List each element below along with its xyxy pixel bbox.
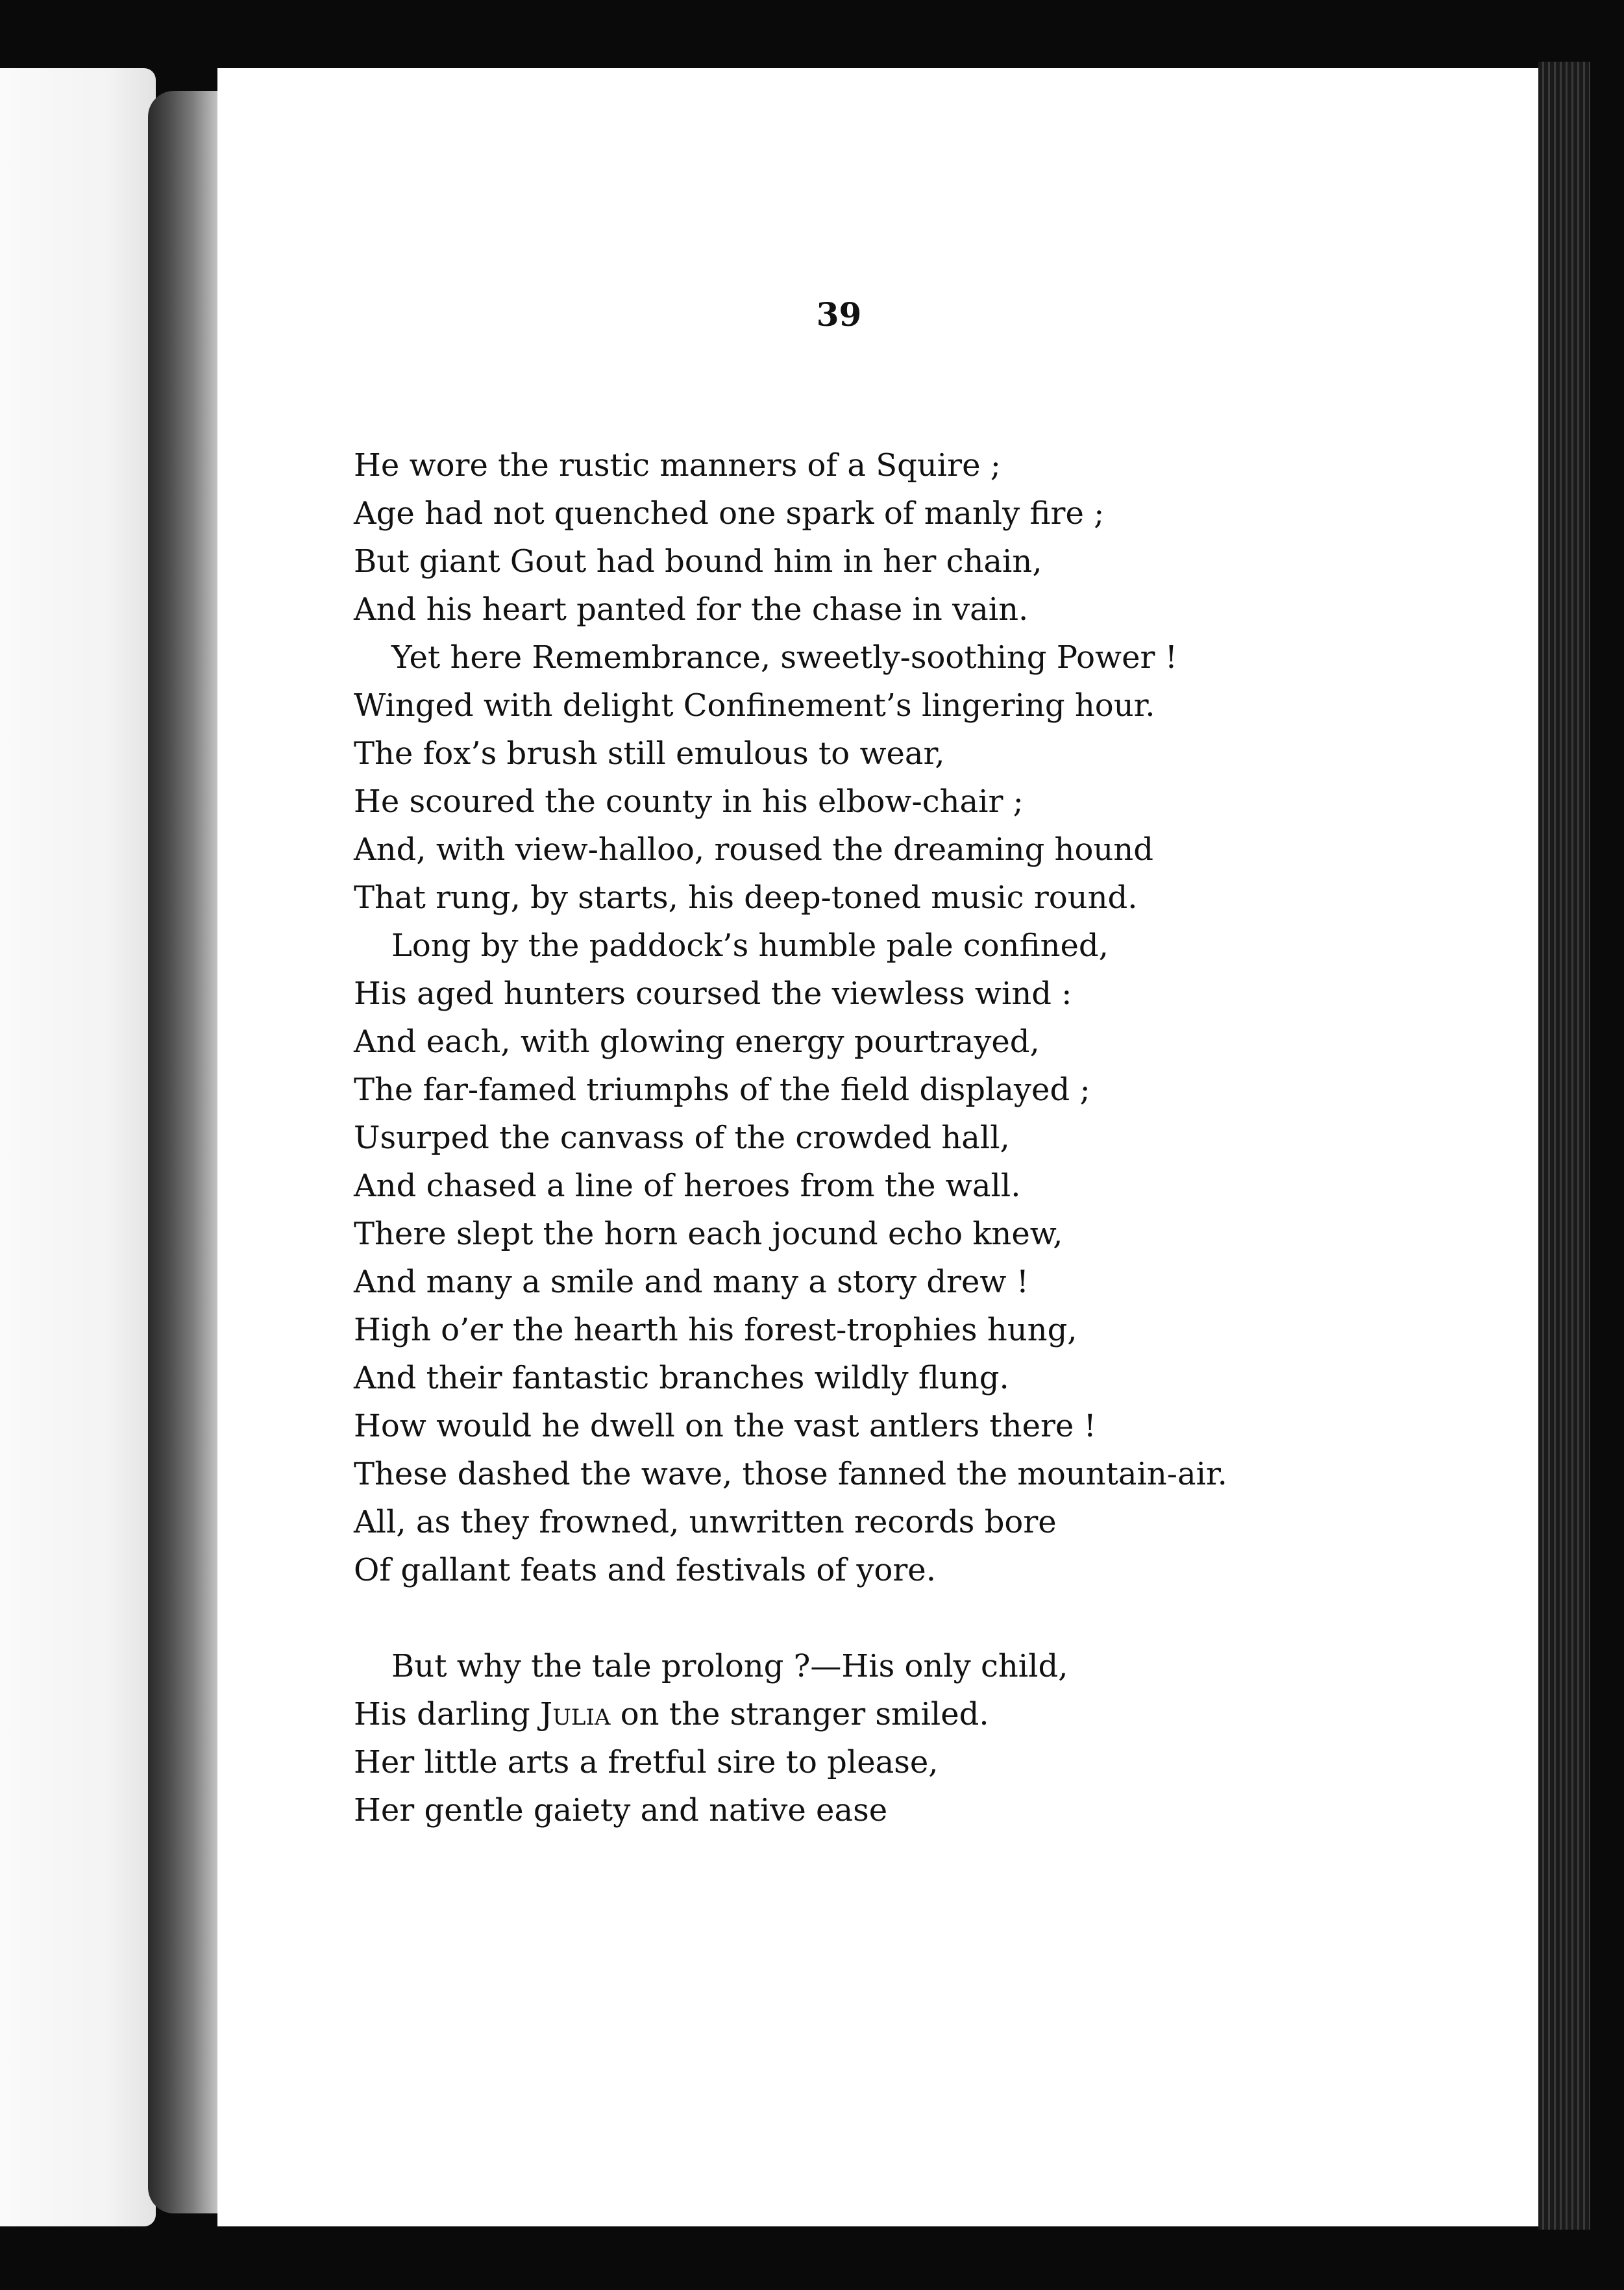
line-text: His darling (354, 1696, 540, 1732)
poem-line: That rung, by starts, his deep-toned music round. (354, 880, 1138, 916)
poem-text (354, 441, 1227, 1834)
poem-line: He scoured the county in his elbow-chair ; (354, 783, 1024, 820)
poem-line: The far-famed triumphs of the field displayed ; (354, 1072, 1090, 1108)
stanza-break (354, 1594, 1227, 1642)
poem-line: His aged hunters coursed the viewless wind : (354, 976, 1072, 1012)
poem-line: All, as they frowned, unwritten records bore (354, 1504, 1057, 1540)
stanza (354, 1642, 1227, 1834)
poem-line: And his heart panted for the chase in vain. (354, 591, 1029, 628)
poem-line: Her little arts a fretful sire to please, (354, 1744, 939, 1780)
poem-line: And many a smile and many a story drew ! (354, 1264, 1029, 1300)
poem-line: But giant Gout had bound him in her chain, (354, 543, 1042, 580)
facing-page-edge (0, 68, 156, 2226)
poem-line: And, with view-halloo, roused the dreaming hound (354, 831, 1153, 868)
poem-line: How would he dwell on the vast antlers there ! (354, 1408, 1096, 1444)
poem-line: Usurped the canvass of the crowded hall, (354, 1120, 1010, 1156)
poem-line: Of gallant feats and festivals of yore. (354, 1552, 936, 1588)
poem-line: There slept the horn each jocund echo knew, (354, 1216, 1063, 1252)
page-number: 39 (816, 295, 862, 334)
poem-line: These dashed the wave, those fanned the mountain-air. (354, 1456, 1227, 1492)
poem-line: Winged with delight Confinement’s lingering hour. (354, 687, 1155, 724)
stanza (354, 441, 1227, 1594)
poem-line: Age had not quenched one spark of manly fire ; (354, 495, 1105, 532)
poem-line (354, 1690, 1227, 1738)
character-name: Julia (540, 1696, 611, 1732)
poem-line: Long by the paddock’s humble pale confined, (391, 928, 1109, 964)
poem-line: Her gentle gaiety and native ease (354, 1792, 888, 1828)
poem-line: But why the tale prolong ?—His only child, (391, 1648, 1068, 1684)
page-stack-edge (1538, 62, 1590, 2230)
poem-line: Yet here Remembrance, sweetly-soothing Power ! (391, 639, 1178, 676)
poem-line: The fox’s brush still emulous to wear, (354, 735, 945, 772)
poem-line: And chased a line of heroes from the wall. (354, 1168, 1021, 1204)
line-text: on the stranger smiled. (610, 1696, 989, 1732)
book-gutter-shadow (148, 91, 227, 2213)
poem-line: He wore the rustic manners of a Squire ; (354, 447, 1001, 484)
poem-line: High o’er the hearth his forest-trophies hung, (354, 1312, 1077, 1348)
poem-line: And their fantastic branches wildly flung. (354, 1360, 1009, 1396)
poem-line: And each, with glowing energy pourtrayed, (354, 1024, 1040, 1060)
